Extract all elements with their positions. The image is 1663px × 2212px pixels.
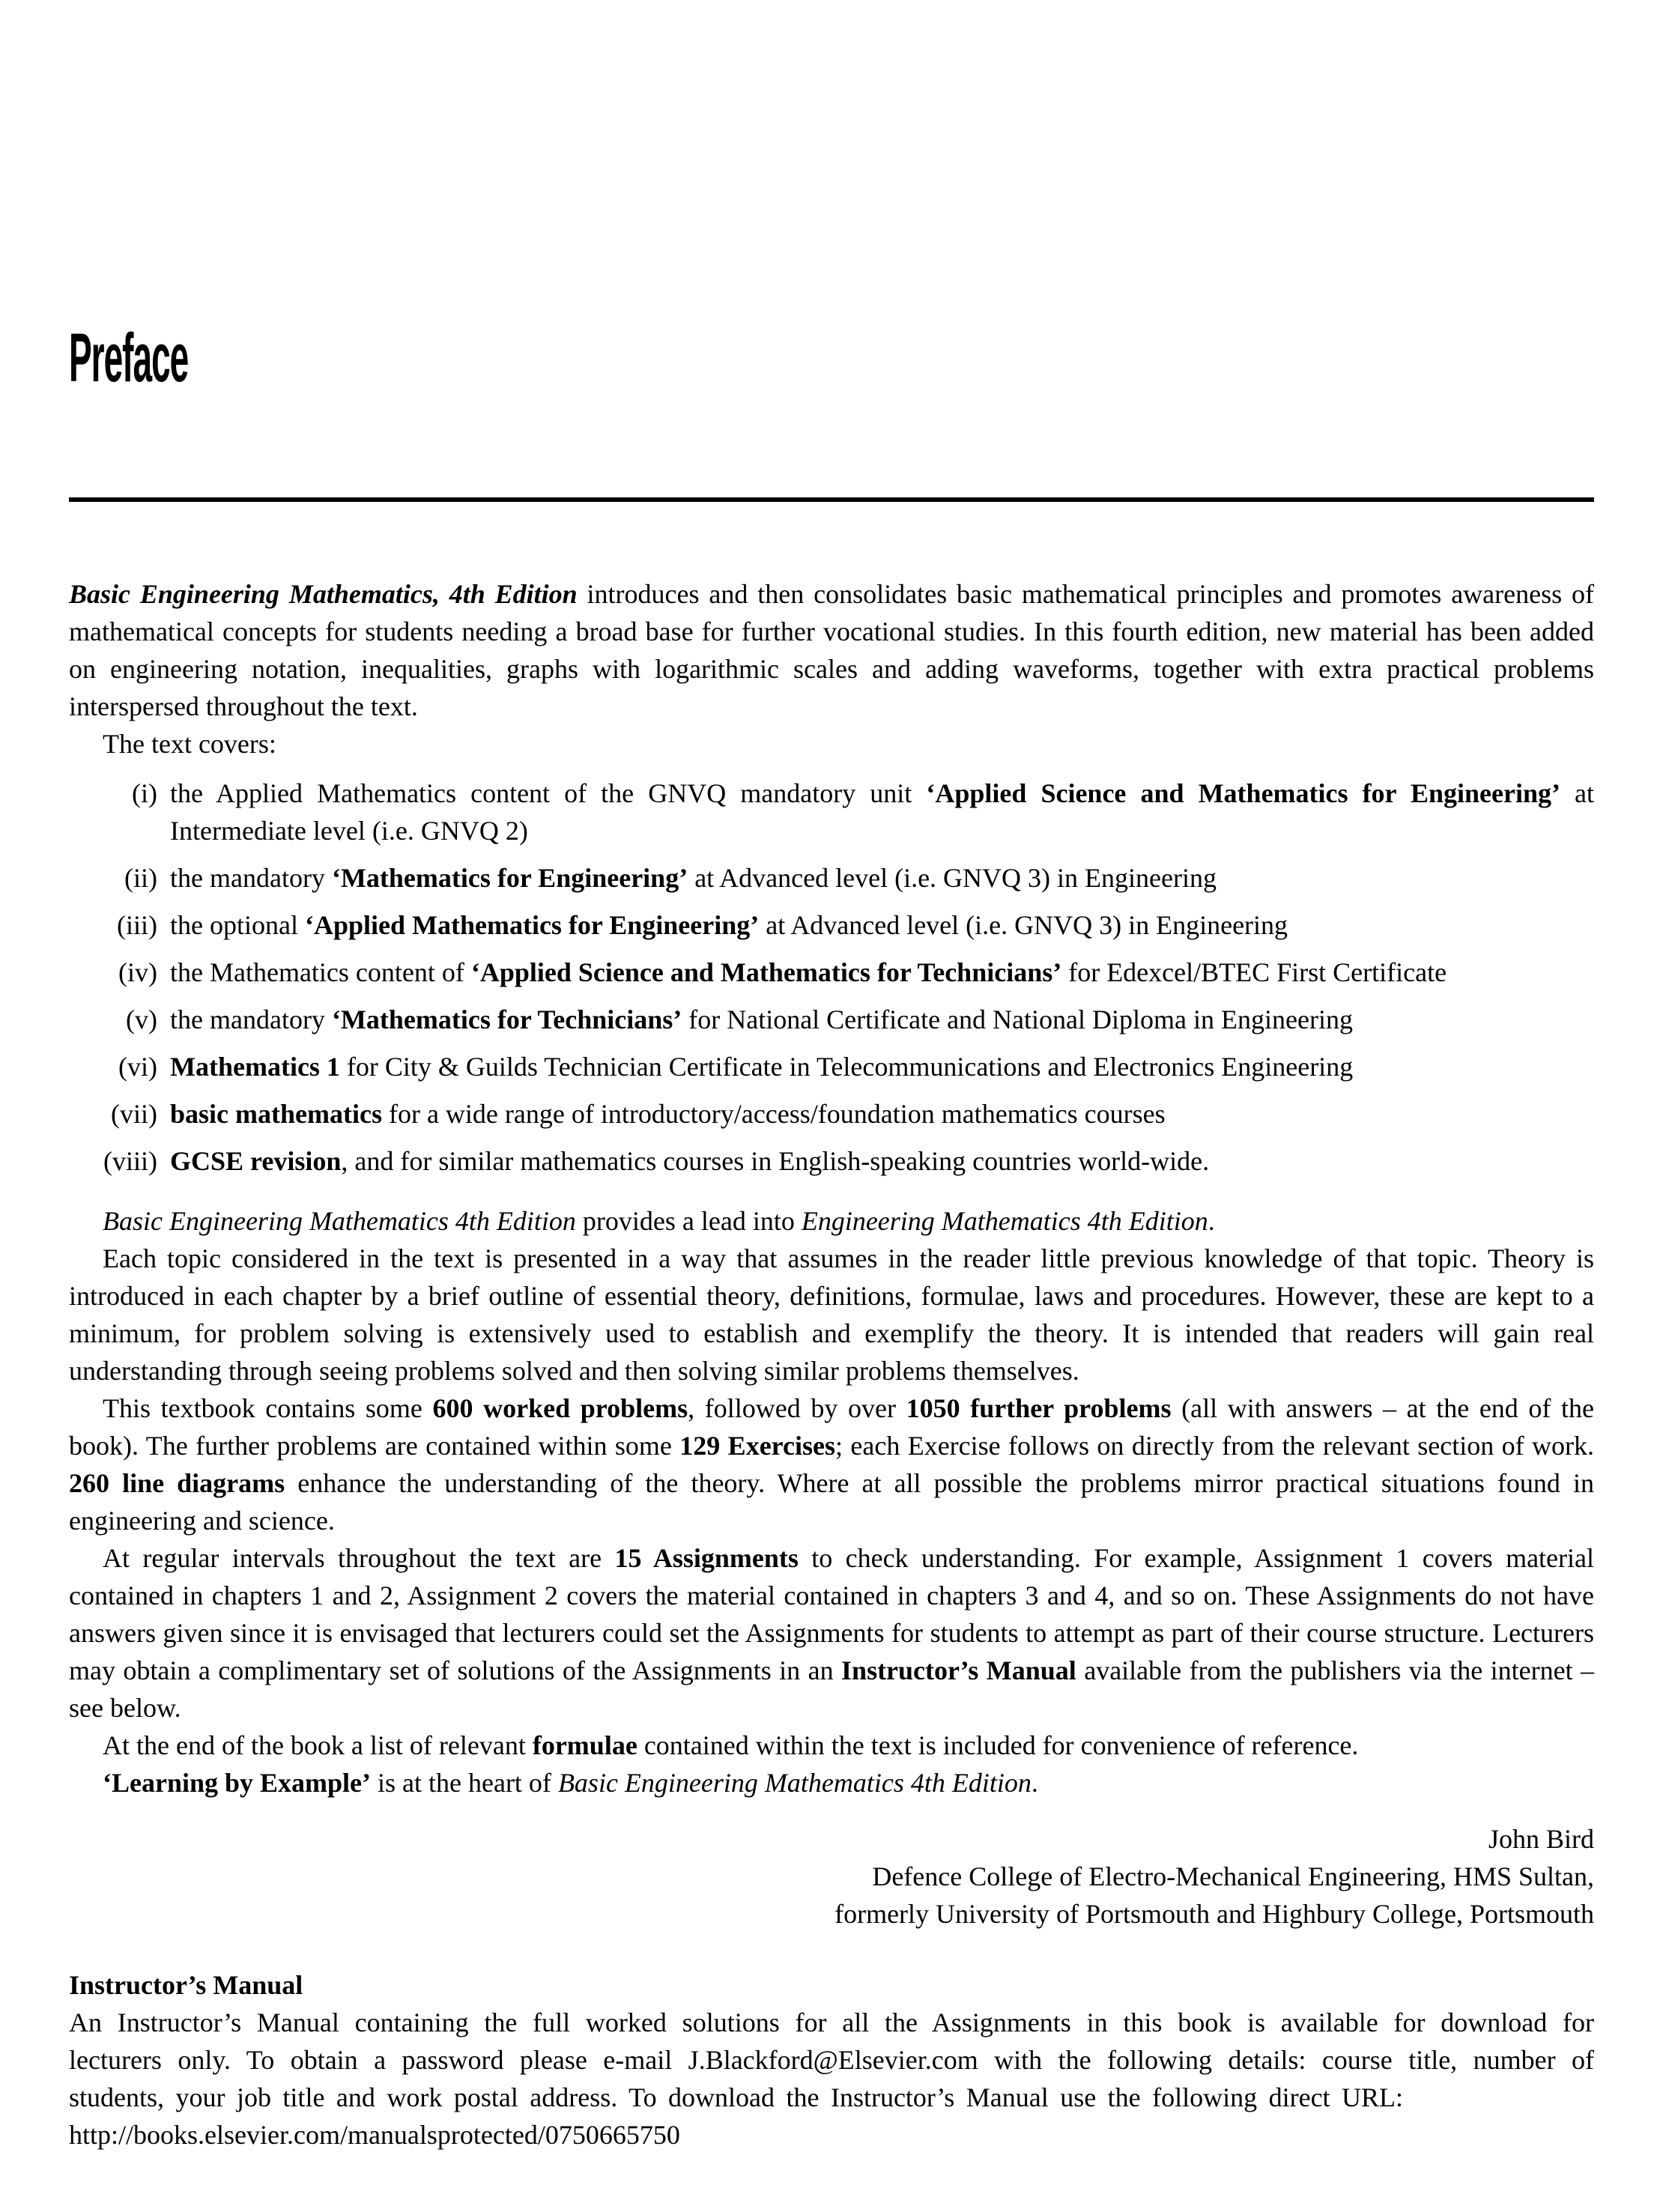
text-run: formulae [532, 1730, 637, 1760]
signature-line: John Bird [1488, 1824, 1594, 1854]
instructor-paragraph [69, 2004, 1594, 2116]
text-run: for a wide range of introductory/access/foundation mathematics courses [381, 1099, 1166, 1129]
text-run: basic mathematics [170, 1099, 382, 1129]
coverage-item [69, 1001, 1594, 1038]
text-run: at Advanced level (i.e. GNVQ 3) in Engineering [688, 863, 1217, 893]
text-run: . [1208, 1206, 1215, 1236]
coverage-list [69, 775, 1594, 1180]
text-run: at Intermediate level (i.e. GNVQ 2) [170, 778, 1595, 846]
signature-line: formerly University of Portsmouth and Highbury College, Portsmouth [834, 1899, 1594, 1929]
text-run: 600 worked problems [432, 1393, 688, 1423]
text-run: enhance the understanding of the theory. Where at all possible the problems mirror practical situations found in engineering and science. [69, 1468, 1594, 1536]
text-run: ‘Mathematics for Engineering’ [331, 863, 688, 893]
coverage-item-text [170, 778, 1594, 846]
coverage-item-marker: (iii) [117, 910, 157, 940]
text-run: GCSE revision [170, 1146, 342, 1176]
text-run: ‘Applied Science and Mathematics for Engineering’ [926, 778, 1560, 808]
text-run: the mandatory [170, 1005, 332, 1034]
text-run: 260 line diagrams [69, 1468, 285, 1498]
text-run: ‘Learning by Example’ [103, 1768, 372, 1798]
coverage-item-text [170, 1005, 1353, 1034]
text-run: At regular intervals throughout the text are [103, 1543, 615, 1573]
text-run: Instructor’s Manual [841, 1655, 1076, 1685]
signature-line: Defence College of Electro-Mechanical Engineering, HMS Sultan, [872, 1861, 1594, 1891]
text-run: 15 Assignments [614, 1543, 799, 1573]
coverage-item-marker: (v) [126, 1005, 157, 1034]
coverage-item [69, 1095, 1594, 1133]
coverage-item-marker: (viii) [103, 1146, 157, 1176]
coverage-item-marker: (iv) [118, 957, 157, 987]
coverage-item-text [170, 863, 1217, 893]
text-run: the mandatory [170, 863, 332, 893]
text-run: An Instructor’s Manual containing the full worked solutions for all the Assignments in this book is available for download for lecturers only. To obtain a password please e-mail J.Blackford@Elsevier.com with the following details: course title, number of students, your job title and work postal address. To download the Instructor’s Manual use the following direct URL: [69, 2008, 1594, 2112]
coverage-item [69, 859, 1594, 897]
signature-block [69, 1820, 1594, 1933]
text-run: Each topic considered in the text is presented in a way that assumes in the reader little previous knowledge of that topic. Theory is introduced in each chapter by a brief outline of essential theory, definitions, formulae, laws and procedures. However, these are kept to a minimum, for problem solving is extensively used to establish and exemplify the theory. It is intended that readers will gain real understanding through seeing problems solved and then solving similar problems themselves. [69, 1243, 1594, 1386]
text-run: introduces and then consolidates basic mathematical principles and promotes awareness of mathematical concepts for students needing a broad base for further vocational studies. In this fourth edition, new material has been added on engineering notation, inequalities, graphs with logarithmic scales and adding waveforms, together with extra practical problems interspersed throughout the text. [69, 579, 1594, 721]
formulae-paragraph [69, 1727, 1594, 1764]
text-run: for National Certificate and National Diploma in Engineering [682, 1005, 1353, 1034]
text-run: ‘Applied Science and Mathematics for Technicians’ [470, 957, 1062, 987]
text-run: Engineering Mathematics 4th Edition [801, 1206, 1208, 1236]
lead-paragraph [69, 1202, 1594, 1240]
coverage-item-text [170, 1052, 1353, 1082]
coverage-item-text [170, 1146, 1209, 1176]
text-run: at Advanced level (i.e. GNVQ 3) in Engineering [759, 910, 1288, 940]
text-run: Basic Engineering Mathematics, 4th Edition [69, 579, 578, 609]
page-content [69, 575, 1594, 2154]
instructor-manual-heading: Instructor’s Manual [69, 1970, 303, 2000]
coverage-item [69, 1048, 1594, 1085]
coverage-item-marker: (i) [132, 778, 157, 808]
text-run: ; each Exercise follows on directly from the relevant section of work. [834, 1431, 1594, 1461]
text-run: , and for similar mathematics courses in English-speaking countries world-wide. [341, 1146, 1210, 1176]
text-run: for City & Guilds Technician Certificate in Telecommunications and Electronics Engineering [339, 1052, 1354, 1082]
coverage-item-marker: (vii) [111, 1099, 157, 1129]
text-run: , followed by over [688, 1393, 906, 1423]
textbook-paragraph [69, 1390, 1594, 1539]
coverage-item [69, 1142, 1594, 1180]
coverage-item [69, 954, 1594, 991]
text-run: Mathematics 1 [170, 1052, 340, 1082]
text-run: (all with answers – at the end of the book). The further problems are contained within some [69, 1393, 1595, 1461]
coverage-item-text [170, 1099, 1166, 1129]
text-run: At the end of the book a list of relevant [103, 1730, 533, 1760]
coverage-item-marker: (ii) [124, 863, 157, 893]
text-run: the Applied Mathematics content of the GNVQ mandatory unit [170, 778, 927, 808]
text-run: is at the heart of [371, 1768, 558, 1798]
page-title: Preface [69, 320, 189, 396]
covers-line: The text covers: [103, 729, 276, 759]
intro-paragraph [69, 575, 1594, 725]
text-run: provides a lead into [575, 1206, 802, 1236]
text-run: 1050 further problems [906, 1393, 1172, 1423]
coverage-item-text [170, 910, 1288, 940]
coverage-item-marker: (vi) [118, 1052, 157, 1082]
coverage-item [69, 775, 1594, 849]
text-run: Basic Engineering Mathematics 4th Edition [557, 1768, 1032, 1798]
text-run: to check understanding. For example, Assignment 1 covers material contained in chapters 1 and 2, Assignment 2 covers the material contained in chapters 3 and 4, and so on. These Assignments do not have answers given since it is envisaged that lecturers could set the Assignments for students to attempt as part of their course structure. Lecturers may obtain a complimentary set of solutions of the Assignments in an [69, 1543, 1594, 1685]
assignments-paragraph [69, 1539, 1594, 1727]
text-run: the optional [170, 910, 305, 940]
text-run: for Edexcel/BTEC First Certificate [1061, 957, 1447, 987]
each-topic-paragraph [69, 1240, 1594, 1390]
text-run: . [1031, 1768, 1038, 1798]
text-run: the Mathematics content of [170, 957, 471, 987]
coverage-item-text [170, 957, 1447, 987]
coverage-item [69, 906, 1594, 944]
text-run: ‘Mathematics for Technicians’ [331, 1005, 682, 1034]
text-run: available from the publishers via the internet – see below. [69, 1655, 1595, 1723]
text-run: Basic Engineering Mathematics 4th Edition [103, 1206, 576, 1236]
text-run: 129 Exercises [679, 1431, 835, 1461]
text-run: ‘Applied Mathematics for Engineering’ [304, 910, 760, 940]
title-divider-rule [69, 497, 1594, 502]
text-run: contained within the text is included for convenience of reference. [637, 1730, 1359, 1760]
text-run: This textbook contains some [103, 1393, 433, 1423]
instructor-url: http://books.elsevier.com/manualsprotected/0750665750 [69, 2120, 680, 2150]
learning-paragraph [69, 1764, 1594, 1802]
